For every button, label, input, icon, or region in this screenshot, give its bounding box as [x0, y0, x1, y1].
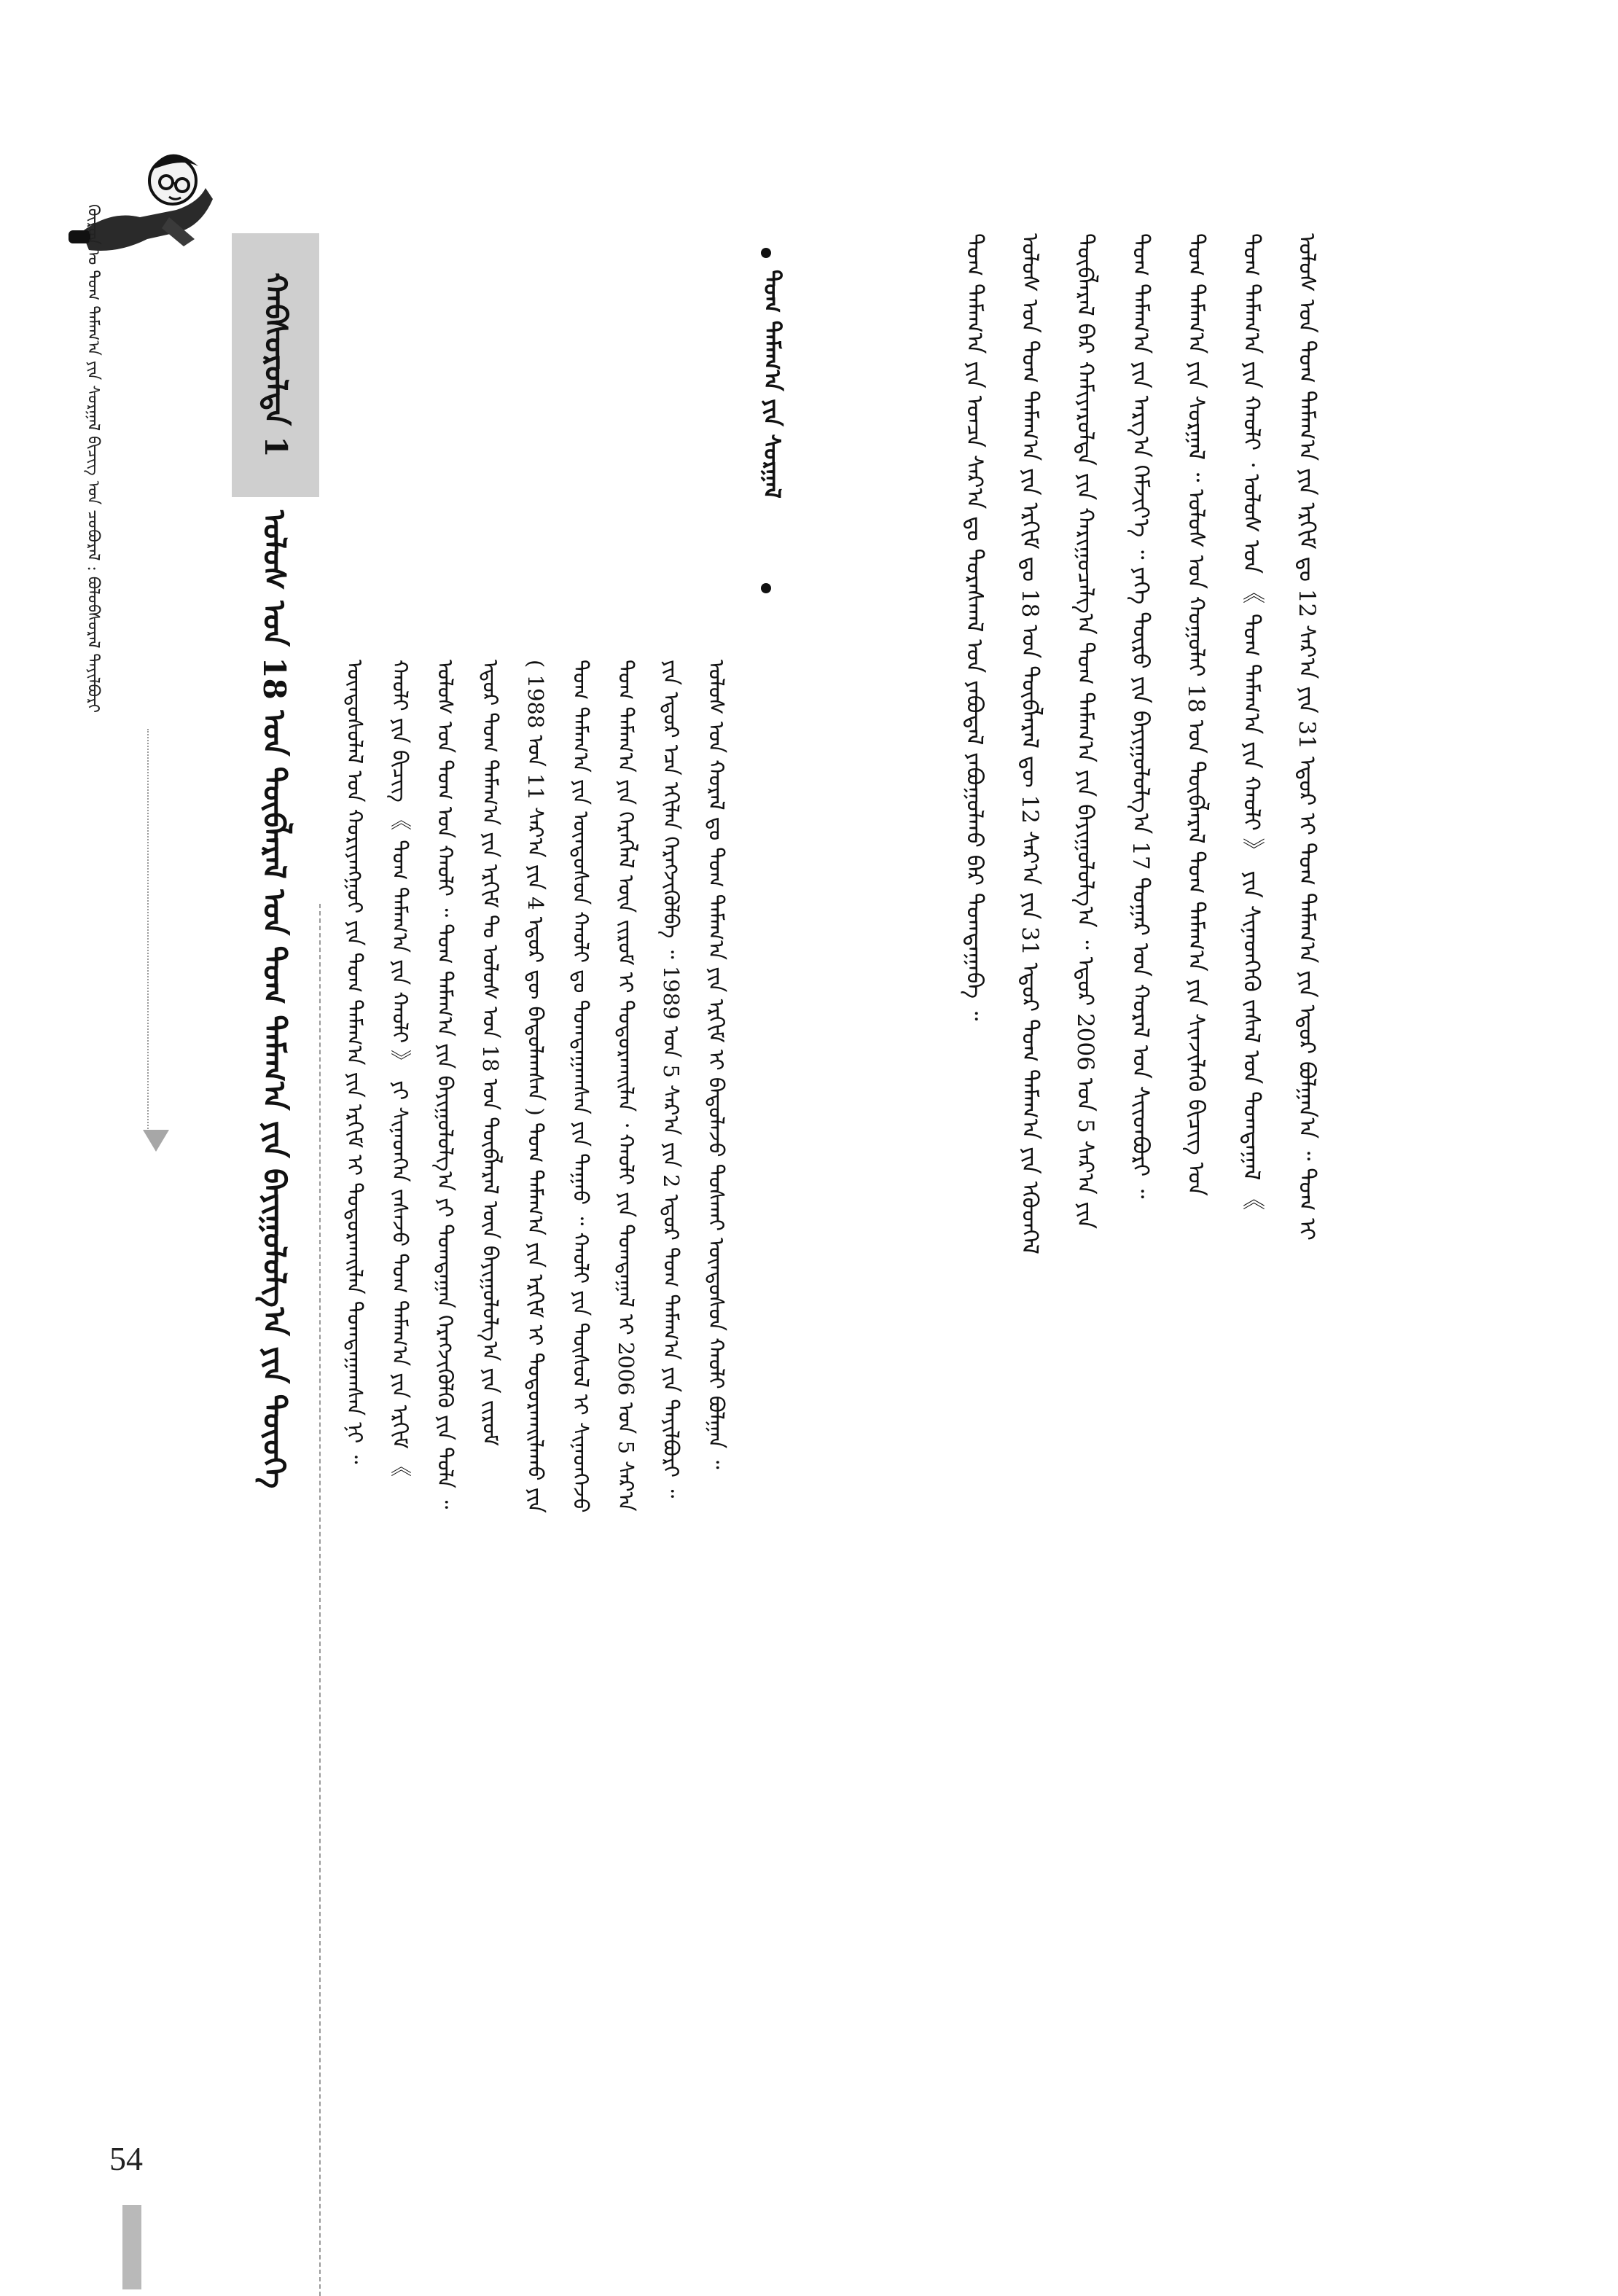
page-number: 54 — [109, 2140, 143, 2177]
bullet-bottom-icon — [761, 583, 771, 593]
mascot-head-icon — [149, 155, 198, 204]
body-column-2: ᠤᠯᠤᠰ ᠤᠨ ᠲᠤᠭ ᠲᠠᠮᠠᠭ᠎ᠠ ᠶᠢᠨ ᠡᠷᠬᠢᠮ ᠳᠤ 18 ᠤᠨ ᠲᠦᠪᠯᠡᠷᠡᠯ ᠳᠦ 12 ᠰᠠᠷ᠎ᠠ ᠶᠢᠨ 31 ᠡᠳᠦᠷ ᠲᠤᠭ ᠲᠠᠮᠠᠭ᠎ᠠ ᠶᠢᠨ ᠡᠭᠦᠳᠬᠡᠯ — [1017, 233, 1043, 1254]
body-column-3: ᠲᠦᠪᠯᠡᠷᠡᠯ ᠪᠡᠷ ᠬᠠᠮᠢᠶᠠᠷᠤᠯᠲᠠ ᠶᠢᠨ ᠬᠠᠷᠢᠭᠤᠴᠠᠯᠭ᠎ᠠ ᠲᠤᠭ ᠲᠠᠮᠠᠭ᠎ᠠ ᠶᠢᠨ ᠪᠠᠶᠢᠭᠤᠯᠤᠯᠭ᠎ᠠ ᠃ ᠡᠳᠦᠷ 2006 ᠤᠨ 5 ᠰᠠᠷ᠎ᠠ ᠶᠢᠨ — [1072, 233, 1098, 1230]
body-column-5: ᠲᠤᠭ ᠲᠠᠮᠠᠭ᠎ᠠ ᠶᠢᠨ ᠰᠤᠷᠭᠠᠯ ᠃ ᠤᠯᠤᠰ ᠤᠨ ᠬᠤᠭᠤᠯᠠᠢ 18 ᠤᠨ ᠲᠦᠪᠯᠡᠷᠡᠯ ᠲᠤᠭ ᠲᠠᠮᠠᠭ᠎ᠠ ᠶᠢᠨ ᠰᠢᠨᠵᠢᠯᠡᠬᠦ ᠪᠢᠴᠢᠭ ᠤᠨ — [1183, 233, 1209, 1196]
body-column-7: ᠤᠯᠤᠰ ᠤᠨ ᠲᠤᠭ ᠲᠠᠮᠠᠭ᠎ᠠ ᠶᠢᠨ ᠡᠷᠬᠢᠮ ᠳᠤ 12 ᠰᠠᠷ᠎ᠠ ᠶᠢᠨ 31 ᠡᠳᠦᠷ ᠢ ᠲᠤᠭ ᠲᠠᠮᠠᠭ᠎ᠠ ᠶᠢᠨ ᠡᠳᠦᠷ ᠪᠣᠯᠭᠠᠨ᠎ᠠ ᠃ ᠲᠤᠭ ᠢ — [1294, 233, 1320, 1241]
note-column-9: ᠤᠯᠤᠰ ᠤᠨ ᠬᠤᠷᠠᠯ ᠳᠤ ᠲᠤᠭ ᠲᠠᠮᠠᠭ᠎ᠠ ᠶᠢᠨ ᠡᠷᠬᠢᠮ ᠢ ᠪᠠᠲᠤᠯᠠᠵᠤ ᠲᠤᠰᠬᠠᠢ ᠦᠨᠳᠦᠰᠦᠨ ᠬᠠᠤᠯᠢ ᠪᠣᠯᠭᠠᠨ ᠃ — [704, 660, 729, 1469]
running-header-rule — [147, 729, 149, 1137]
title-label-box — [232, 233, 319, 497]
body-column-4: ᠲᠤᠭ ᠲᠠᠮᠠᠭ᠎ᠠ ᠶᠢᠨ ᠠᠷᠭ᠎ᠠ ᠬᠡᠮᠵᠢᠶ᠎ᠡ ᠃ ᠶᠡᠬᠡ ᠲᠦᠷᠦ ᠶᠢᠨ ᠪᠠᠶᠢᠭᠤᠯᠤᠯᠭ᠎ᠠ 17 ᠳᠤᠭᠠᠷ ᠤᠨ ᠬᠤᠷᠠᠯ ᠤᠨ ᠰᠢᠢᠳᠪᠦᠷᠢ ᠃ — [1127, 233, 1154, 1199]
bullet-top-icon — [761, 248, 771, 258]
note-column-5: ( 1988 ᠤᠨ 11 ᠰᠠᠷ᠎ᠠ ᠶᠢᠨ 4 ᠡᠳᠦᠷ ᠳᠦ ᠪᠠᠲᠤᠯᠠᠭᠰᠠᠨ ) ᠲᠤᠭ ᠲᠠᠮᠠᠭ᠎ᠠ ᠶᠢᠨ ᠡᠷᠬᠢᠮ ᠢ ᠲᠤᠳᠤᠷᠬᠠᠢᠯᠠᠬᠤ ᠶᠢᠨ — [523, 660, 548, 1513]
note-column-4: ᠡᠳᠦᠷ ᠲᠤᠭ ᠲᠠᠮᠠᠭ᠎ᠠ ᠶᠢᠨ ᠡᠷᠬᠢᠮ ᠲᠤ ᠤᠯᠤᠰ ᠤᠨ 18 ᠤᠨ ᠲᠦᠪᠯᠡᠷᠡᠯ ᠦᠨ ᠪᠠᠶᠢᠭᠤᠯᠤᠯᠭ᠎ᠠ ᠶᠢᠨ ᠵᠢᠷᠤᠮ — [478, 660, 503, 1446]
body-column-6: ᠲᠤᠭ ᠲᠠᠮᠠᠭ᠎ᠠ ᠶᠢᠨ ᠬᠠᠤᠯᠢ ᠂ ᠤᠯᠤᠰ ᠤᠨ 《 ᠲᠤᠭ ᠲᠠᠮᠠᠭ᠎ᠠ ᠶᠢᠨ ᠬᠠᠤᠯᠢ 》 ᠶᠢᠨ ᠰᠢᠨᠡᠳᠬᠡᠬᠦ ᠵᠠᠰᠠᠯ ᠤᠨ ᠲᠣᠭᠲᠠᠭᠠᠯ 《 — [1238, 233, 1265, 1212]
page-edge-tab — [122, 2205, 141, 2289]
note-column-2: ᠬᠠᠤᠯᠢ ᠶᠢᠨ ᠪᠢᠴᠢᠭ 《 ᠲᠤᠭ ᠲᠠᠮᠠᠭ᠎ᠠ ᠶᠢᠨ ᠬᠠᠤᠯᠢ 》 ᠶᠢ ᠰᠢᠨᠡᠳᠬᠡᠨ ᠵᠠᠰᠠᠵᠤ ᠲᠤᠭ ᠲᠠᠮᠠᠭ᠎ᠠ ᠶᠢᠨ ᠡᠷᠬᠢᠮ 《 — [388, 660, 413, 1478]
page-title: ᠤᠯᠤᠰ ᠤᠨ 18 ᠤᠨ ᠲᠦᠪᠯᠡᠷᠡᠯ ᠤᠨ ᠲᠤᠭ ᠲᠠᠮᠠᠭ᠎ᠠ ᠶᠢᠨ ᠪᠠᠶᠢᠭᠤᠯᠤᠯᠭ᠎ᠠ ᠶᠢᠨ ᠲᠦᠦᠬᠡ — [257, 510, 292, 1489]
note-column-1: ᠦᠨᠳᠦᠰᠦᠯᠡᠯ ᠤᠨ ᠬᠤᠷᠢᠶᠠᠩᠭᠤᠢ ᠶᠢᠨ ᠲᠤᠭ ᠲᠠᠮᠠᠭ᠎ᠠ ᠶᠢᠨ ᠡᠷᠬᠢᠮ ᠢ ᠲᠤᠳᠤᠷᠬᠠᠢᠯᠠᠨ ᠲᠣᠭᠲᠠᠭᠠᠭᠰᠠᠨ ᠨᠢ ᠃ — [343, 660, 367, 1464]
note-column-3: ᠤᠯᠤᠰ ᠤᠨ ᠲᠤᠭ ᠤᠨ ᠬᠠᠤᠯᠢ ᠃ ᠲᠤᠭ ᠲᠠᠮᠠᠭ᠎ᠠ ᠶᠢᠨ ᠪᠠᠶᠢᠭᠤᠯᠤᠯᠭ᠎ᠠ ᠶᠢ ᠲᠣᠭᠲᠠᠭᠠᠨ ᠬᠡᠷᠡᠭᠵᠢᠭᠦᠯᠬᠦ ᠶᠢᠨ ᠲᠤᠯᠠ ᠃ — [433, 660, 458, 1510]
note-column-6: ᠲᠤᠭ ᠲᠠᠮᠠᠭ᠎ᠠ ᠶᠢᠨ ᠦᠨᠳᠦᠰᠦᠨ ᠬᠠᠤᠯᠢ ᠳᠤ ᠲᠣᠭᠲᠠᠭᠠᠭᠰᠠᠨ ᠶᠢᠨ ᠳᠠᠭᠠᠤ ᠃ ᠬᠠᠤᠯᠢ ᠶᠢᠨ ᠲᠦᠰᠦᠯ ᠢ ᠰᠢᠨᠡᠳᠬᠡᠵᠦ — [568, 660, 593, 1513]
title-label: ᠬᠠᠪᠰᠤᠷᠤᠯᠲᠠ 1 — [258, 273, 294, 458]
triangle-marker-icon — [143, 1130, 169, 1152]
body-column-1: ᠲᠤᠭ ᠲᠠᠮᠠᠭ᠎ᠠ ᠶᠢᠨ ᠤᠨᠴᠠ ᠰᠠᠷ᠎ᠠ ᠳᠤ ᠳᠤᠷᠠᠰᠬᠠᠯ ᠤᠨ ᠶᠠᠪᠤᠳᠠᠯ ᠶᠠᠪᠤᠭᠤᠯᠬᠤ ᠪᠠᠷ ᠲᠣᠭᠲᠠᠭᠠᠪᠠ ᠃ — [961, 233, 988, 1021]
note-column-8: ᠶᠢᠨ ᠡᠳᠦᠷ ᠡᠴᠡ ᠡᠬᠢᠯᠡᠨ ᠬᠡᠷᠡᠭᠵᠢᠭᠦᠯᠪᠡ ᠃ 1989 ᠤᠨ 5 ᠰᠠᠷ᠎ᠠ ᠶᠢᠨ 2 ᠡᠳᠦᠷ ᠲᠤᠭ ᠲᠠᠮᠠᠭ᠎ᠠ ᠶᠢᠨ ᠲᠠᠶᠢᠯᠪᠤᠷᠢ ᠃ — [659, 660, 684, 1499]
note-column-7: ᠲᠤᠭ ᠲᠠᠮᠠᠭ᠎ᠠ ᠶᠢᠨ ᠬᠡᠷᠡᠭᠯᠡᠯ ᠦᠨ ᠵᠢᠷᠤᠮ ᠢ ᠲᠤᠳᠤᠷᠬᠠᠢᠯᠠᠨ ᠂ ᠬᠠᠤᠯᠢ ᠶᠢᠨ ᠲᠣᠭᠲᠠᠭᠠᠯ ᠢ 2006 ᠤᠨ 5 ᠰᠠᠷ᠎ᠠ — [614, 660, 638, 1512]
title-divider — [319, 904, 321, 2296]
section-heading: ᠲᠤᠭ ᠲᠠᠮᠠᠭ᠎ᠠ ᠶᠢᠨ ᠰᠤᠷᠭᠠᠯ — [759, 270, 785, 499]
running-header: ᠭᠦᠷᠦᠨ ᠤ ᠲᠤᠭ ᠲᠠᠮᠠᠭ᠎ᠠ ᠶᠢᠨ ᠰᠤᠷᠭᠠᠯ ᠪᠢᠴᠢᠭ ᠤᠨ ᠴᠤᠪᠤᠷᠠᠯ : ᠪᠤᠯᠤᠪᠰᠤᠷᠠᠯ ᠲᠠᠶᠢᠯᠪᠤᠷᠢ — [84, 204, 102, 713]
